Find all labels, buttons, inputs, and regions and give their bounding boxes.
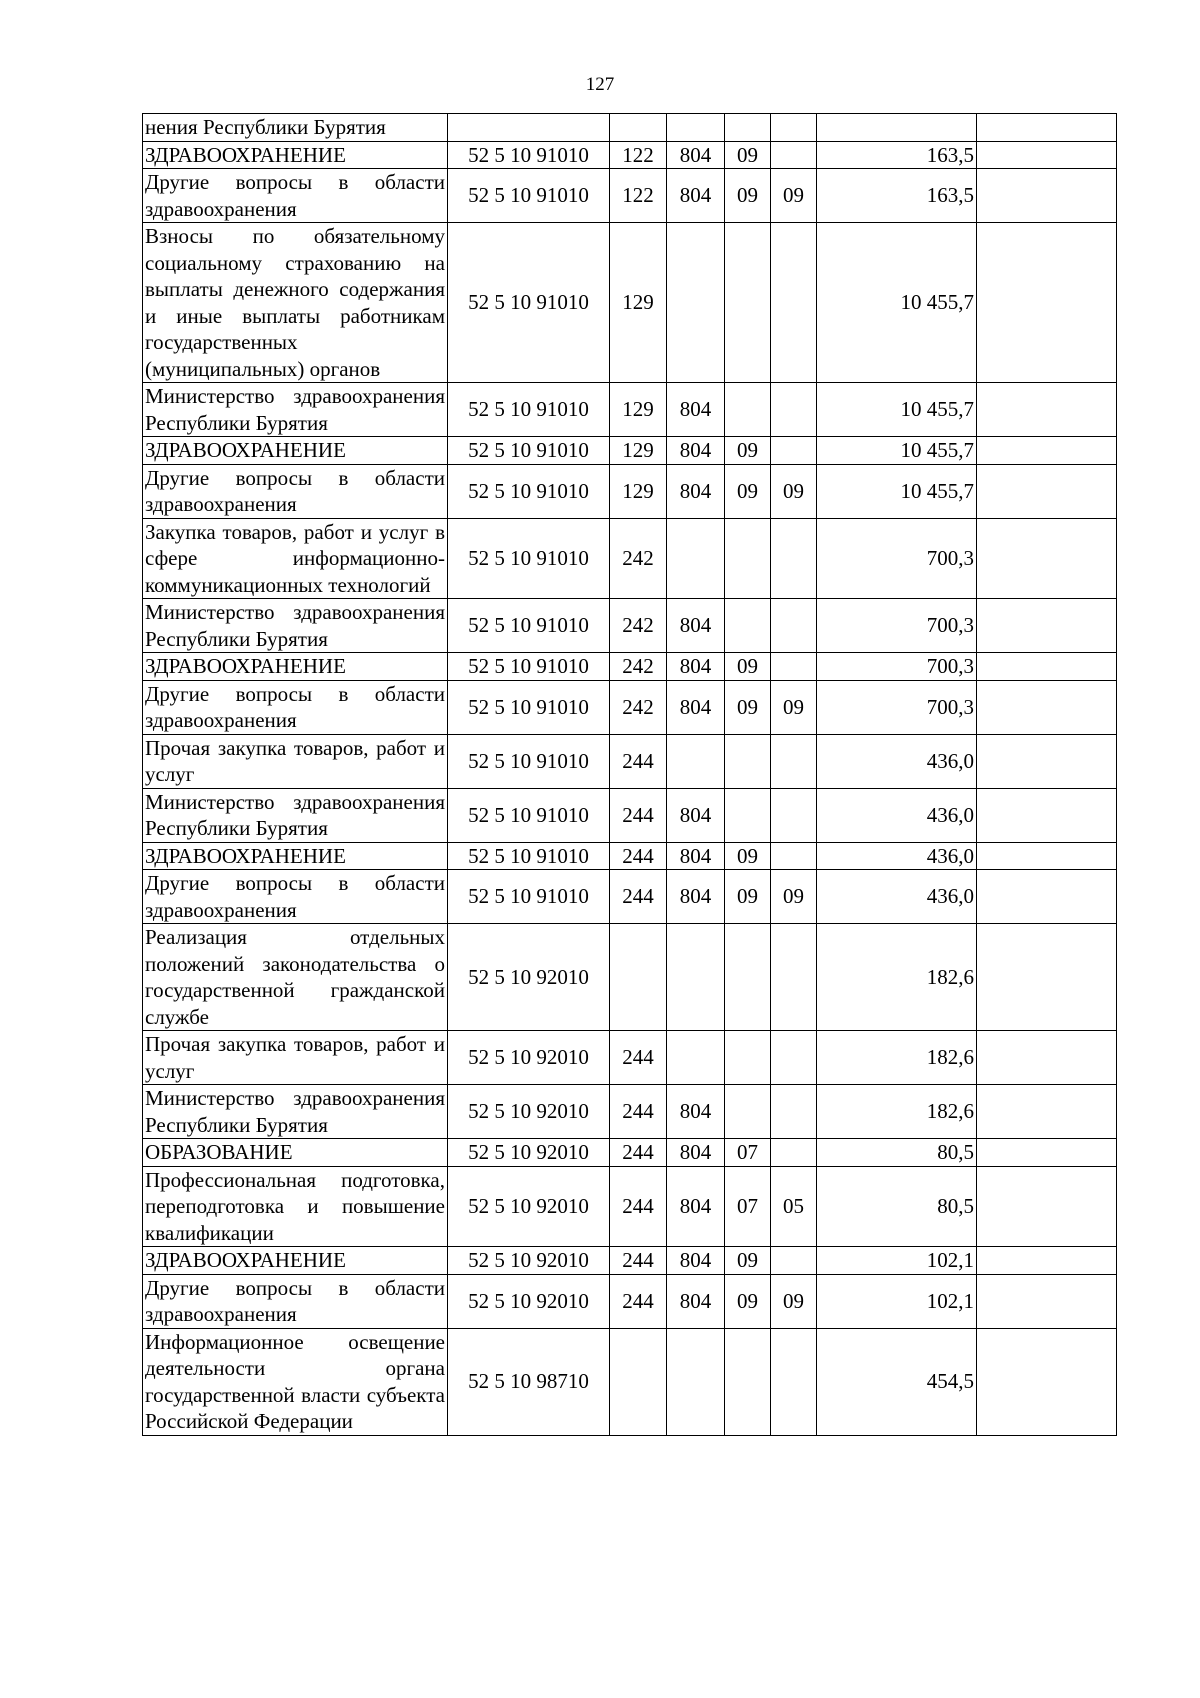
section-cell (725, 924, 771, 1031)
target-article-cell: 52 5 10 91010 (448, 464, 610, 518)
ministry-code-cell: 804 (667, 1274, 725, 1328)
subsection-cell (771, 788, 817, 842)
section-cell: 09 (725, 169, 771, 223)
section-cell (725, 788, 771, 842)
table-row (143, 1139, 1117, 1167)
row-name-cell: Прочая закупка товаров, работ и услуг (143, 734, 448, 788)
target-article-cell: 52 5 10 91010 (448, 734, 610, 788)
expense-type-cell: 129 (610, 223, 667, 383)
ministry-code-cell: 804 (667, 141, 725, 169)
empty-cell (977, 1328, 1117, 1435)
amount-cell: 436,0 (817, 842, 977, 870)
amount-cell: 80,5 (817, 1166, 977, 1247)
expense-type-cell: 242 (610, 599, 667, 653)
ministry-code-cell (667, 1031, 725, 1085)
ministry-code-cell: 804 (667, 437, 725, 465)
expense-type-cell: 129 (610, 437, 667, 465)
table-row (143, 1247, 1117, 1275)
section-cell: 09 (725, 680, 771, 734)
empty-cell (977, 114, 1117, 142)
empty-cell (977, 223, 1117, 383)
amount-cell: 80,5 (817, 1139, 977, 1167)
target-article-cell: 52 5 10 92010 (448, 1031, 610, 1085)
empty-cell (977, 464, 1117, 518)
ministry-code-cell: 804 (667, 169, 725, 223)
row-name-cell: ЗДРАВООХРАНЕНИЕ (143, 437, 448, 465)
section-cell: 09 (725, 141, 771, 169)
ministry-code-cell: 804 (667, 1247, 725, 1275)
row-name-cell: Министерство здравоохранения Республики Бурятия (143, 599, 448, 653)
expense-type-cell: 122 (610, 169, 667, 223)
target-article-cell: 52 5 10 92010 (448, 924, 610, 1031)
empty-cell (977, 1247, 1117, 1275)
amount-cell: 182,6 (817, 924, 977, 1031)
table-row (143, 653, 1117, 681)
table-row (143, 1166, 1117, 1247)
subsection-cell: 09 (771, 680, 817, 734)
table-row (143, 1085, 1117, 1139)
subsection-cell (771, 1139, 817, 1167)
ministry-code-cell (667, 734, 725, 788)
target-article-cell (448, 114, 610, 142)
amount-cell: 163,5 (817, 169, 977, 223)
amount-cell: 182,6 (817, 1085, 977, 1139)
subsection-cell: 05 (771, 1166, 817, 1247)
table-row (143, 924, 1117, 1031)
target-article-cell: 52 5 10 91010 (448, 383, 610, 437)
expense-type-cell: 129 (610, 383, 667, 437)
subsection-cell (771, 734, 817, 788)
empty-cell (977, 518, 1117, 599)
amount-cell: 182,6 (817, 1031, 977, 1085)
amount-cell: 102,1 (817, 1247, 977, 1275)
subsection-cell (771, 383, 817, 437)
empty-cell (977, 734, 1117, 788)
subsection-cell (771, 1031, 817, 1085)
section-cell (725, 383, 771, 437)
row-name-cell: нения Республики Бурятия (143, 114, 448, 142)
row-name-cell: Другие вопросы в области здравоохранения (143, 870, 448, 924)
amount-cell: 700,3 (817, 599, 977, 653)
section-cell: 09 (725, 1247, 771, 1275)
subsection-cell (771, 653, 817, 681)
expense-type-cell: 244 (610, 842, 667, 870)
subsection-cell (771, 924, 817, 1031)
row-name-cell: Министерство здравоохранения Республики Бурятия (143, 1085, 448, 1139)
subsection-cell (771, 1247, 817, 1275)
amount-cell: 436,0 (817, 870, 977, 924)
section-cell: 09 (725, 464, 771, 518)
amount-cell: 700,3 (817, 518, 977, 599)
table-row (143, 1328, 1117, 1435)
subsection-cell (771, 114, 817, 142)
section-cell (725, 518, 771, 599)
amount-cell: 10 455,7 (817, 223, 977, 383)
target-article-cell: 52 5 10 91010 (448, 437, 610, 465)
empty-cell (977, 169, 1117, 223)
budget-table (142, 113, 1117, 1436)
ministry-code-cell: 804 (667, 1139, 725, 1167)
subsection-cell (771, 141, 817, 169)
ministry-code-cell: 804 (667, 870, 725, 924)
expense-type-cell: 244 (610, 870, 667, 924)
subsection-cell (771, 437, 817, 465)
table-row (143, 870, 1117, 924)
empty-cell (977, 1031, 1117, 1085)
ministry-code-cell: 804 (667, 788, 725, 842)
expense-type-cell: 244 (610, 1274, 667, 1328)
expense-type-cell: 244 (610, 734, 667, 788)
target-article-cell: 52 5 10 91010 (448, 141, 610, 169)
table-row (143, 842, 1117, 870)
row-name-cell: Другие вопросы в области здравоохранения (143, 680, 448, 734)
row-name-cell: Реализация отдельных положений законодательства о государственной гражданской службе (143, 924, 448, 1031)
target-article-cell: 52 5 10 91010 (448, 223, 610, 383)
table-row (143, 734, 1117, 788)
subsection-cell (771, 1328, 817, 1435)
table-row (143, 114, 1117, 142)
expense-type-cell: 122 (610, 141, 667, 169)
subsection-cell: 09 (771, 1274, 817, 1328)
expense-type-cell: 244 (610, 1085, 667, 1139)
amount-cell: 10 455,7 (817, 437, 977, 465)
amount-cell: 102,1 (817, 1274, 977, 1328)
amount-cell: 436,0 (817, 788, 977, 842)
empty-cell (977, 141, 1117, 169)
expense-type-cell: 129 (610, 464, 667, 518)
target-article-cell: 52 5 10 98710 (448, 1328, 610, 1435)
row-name-cell: Другие вопросы в области здравоохранения (143, 1274, 448, 1328)
expense-type-cell: 244 (610, 1166, 667, 1247)
amount-cell: 163,5 (817, 141, 977, 169)
section-cell: 07 (725, 1139, 771, 1167)
target-article-cell: 52 5 10 92010 (448, 1139, 610, 1167)
expense-type-cell: 244 (610, 1031, 667, 1085)
amount-cell: 700,3 (817, 680, 977, 734)
target-article-cell: 52 5 10 91010 (448, 680, 610, 734)
table-row (143, 464, 1117, 518)
ministry-code-cell: 804 (667, 464, 725, 518)
ministry-code-cell (667, 518, 725, 599)
ministry-code-cell: 804 (667, 653, 725, 681)
amount-cell: 454,5 (817, 1328, 977, 1435)
empty-cell (977, 1139, 1117, 1167)
target-article-cell: 52 5 10 91010 (448, 870, 610, 924)
target-article-cell: 52 5 10 91010 (448, 653, 610, 681)
section-cell: 09 (725, 842, 771, 870)
expense-type-cell: 242 (610, 653, 667, 681)
empty-cell (977, 870, 1117, 924)
table-row (143, 680, 1117, 734)
row-name-cell: ЗДРАВООХРАНЕНИЕ (143, 1247, 448, 1275)
target-article-cell: 52 5 10 92010 (448, 1166, 610, 1247)
row-name-cell: Информационное освещение деятельности органа государственной власти субъекта Российской Федерации (143, 1328, 448, 1435)
section-cell (725, 223, 771, 383)
row-name-cell: Закупка товаров, работ и услуг в сфере информационно-коммуникационных технологий (143, 518, 448, 599)
ministry-code-cell (667, 1328, 725, 1435)
ministry-code-cell (667, 924, 725, 1031)
expense-type-cell (610, 1328, 667, 1435)
ministry-code-cell (667, 114, 725, 142)
section-cell: 09 (725, 1274, 771, 1328)
row-name-cell: Прочая закупка товаров, работ и услуг (143, 1031, 448, 1085)
subsection-cell: 09 (771, 870, 817, 924)
row-name-cell: Профессиональная подготовка, переподготовка и повышение квалификации (143, 1166, 448, 1247)
row-name-cell: ЗДРАВООХРАНЕНИЕ (143, 653, 448, 681)
subsection-cell (771, 1085, 817, 1139)
amount-cell: 10 455,7 (817, 383, 977, 437)
target-article-cell: 52 5 10 91010 (448, 842, 610, 870)
empty-cell (977, 1166, 1117, 1247)
row-name-cell: ОБРАЗОВАНИЕ (143, 1139, 448, 1167)
section-cell (725, 1085, 771, 1139)
ministry-code-cell: 804 (667, 842, 725, 870)
subsection-cell (771, 223, 817, 383)
amount-cell: 700,3 (817, 653, 977, 681)
target-article-cell: 52 5 10 91010 (448, 169, 610, 223)
expense-type-cell (610, 114, 667, 142)
section-cell (725, 1031, 771, 1085)
amount-cell: 436,0 (817, 734, 977, 788)
row-name-cell: Другие вопросы в области здравоохранения (143, 169, 448, 223)
row-name-cell: Другие вопросы в области здравоохранения (143, 464, 448, 518)
target-article-cell: 52 5 10 92010 (448, 1247, 610, 1275)
amount-cell (817, 114, 977, 142)
empty-cell (977, 1274, 1117, 1328)
target-article-cell: 52 5 10 91010 (448, 788, 610, 842)
row-name-cell: ЗДРАВООХРАНЕНИЕ (143, 141, 448, 169)
row-name-cell: Министерство здравоохранения Республики Бурятия (143, 788, 448, 842)
target-article-cell: 52 5 10 91010 (448, 518, 610, 599)
empty-cell (977, 1085, 1117, 1139)
section-cell: 09 (725, 653, 771, 681)
expense-type-cell: 242 (610, 518, 667, 599)
subsection-cell: 09 (771, 464, 817, 518)
table-row (143, 518, 1117, 599)
table-row (143, 223, 1117, 383)
subsection-cell (771, 599, 817, 653)
empty-cell (977, 680, 1117, 734)
page-number: 127 (585, 74, 615, 95)
empty-cell (977, 842, 1117, 870)
empty-cell (977, 653, 1117, 681)
empty-cell (977, 924, 1117, 1031)
section-cell (725, 1328, 771, 1435)
subsection-cell: 09 (771, 169, 817, 223)
section-cell: 09 (725, 870, 771, 924)
expense-type-cell: 244 (610, 1139, 667, 1167)
table-row (143, 141, 1117, 169)
section-cell (725, 114, 771, 142)
amount-cell: 10 455,7 (817, 464, 977, 518)
table-row (143, 169, 1117, 223)
ministry-code-cell: 804 (667, 1085, 725, 1139)
table-row (143, 1274, 1117, 1328)
table-row (143, 599, 1117, 653)
target-article-cell: 52 5 10 91010 (448, 599, 610, 653)
subsection-cell (771, 842, 817, 870)
target-article-cell: 52 5 10 92010 (448, 1274, 610, 1328)
ministry-code-cell: 804 (667, 383, 725, 437)
expense-type-cell (610, 924, 667, 1031)
empty-cell (977, 788, 1117, 842)
row-name-cell: ЗДРАВООХРАНЕНИЕ (143, 842, 448, 870)
section-cell: 07 (725, 1166, 771, 1247)
row-name-cell: Взносы по обязательному социальному страхованию на выплаты денежного содержания и иные выплаты работникам государственных (муниципальных) органов (143, 223, 448, 383)
row-name-cell: Министерство здравоохранения Республики Бурятия (143, 383, 448, 437)
ministry-code-cell (667, 223, 725, 383)
table-row (143, 1031, 1117, 1085)
section-cell (725, 599, 771, 653)
section-cell: 09 (725, 437, 771, 465)
expense-type-cell: 242 (610, 680, 667, 734)
ministry-code-cell: 804 (667, 1166, 725, 1247)
section-cell (725, 734, 771, 788)
table-row (143, 437, 1117, 465)
expense-type-cell: 244 (610, 1247, 667, 1275)
table-row (143, 383, 1117, 437)
target-article-cell: 52 5 10 92010 (448, 1085, 610, 1139)
empty-cell (977, 599, 1117, 653)
subsection-cell (771, 518, 817, 599)
ministry-code-cell: 804 (667, 599, 725, 653)
ministry-code-cell: 804 (667, 680, 725, 734)
empty-cell (977, 383, 1117, 437)
empty-cell (977, 437, 1117, 465)
table-body (143, 114, 1117, 1436)
table-row (143, 788, 1117, 842)
expense-type-cell: 244 (610, 788, 667, 842)
